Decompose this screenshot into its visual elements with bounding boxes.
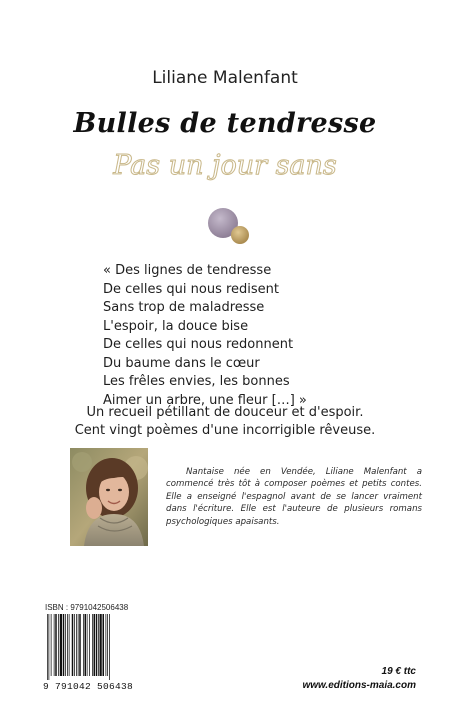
barcode-bar	[85, 614, 87, 676]
barcode-bar	[87, 614, 88, 676]
publisher-website: www.editions-maia.com	[302, 680, 416, 691]
barcode-bar	[78, 614, 79, 676]
barcode-bar	[63, 614, 65, 676]
barcode-bar	[54, 614, 55, 676]
barcode-bar	[83, 614, 84, 676]
barcode-bar	[96, 614, 98, 676]
barcode-bar	[65, 614, 66, 676]
author-name: Liliane Malenfant	[152, 68, 298, 88]
author-bio: Nantaise née en Vendée, Liliane Malenfant a commencé très tôt à composer poèmes et petits contes. Elle a enseigné l'espagnol avant de se lancer vraiment dans l'écriture. Elle est l'auteure de plusieurs romans psychologiques apaisants.	[166, 467, 422, 527]
tagline-line: Un recueil pétillant de douceur et d'espoir.	[86, 405, 364, 420]
barcode-bar	[49, 614, 50, 680]
poem-excerpt	[103, 262, 403, 410]
poem-line: De celles qui nous redonnent	[103, 337, 294, 352]
barcode-bar	[79, 614, 81, 676]
barcode-bar	[55, 614, 57, 676]
book-title: Bulles de tendresse	[73, 108, 377, 139]
barcode-bar	[58, 614, 59, 676]
barcode-bar	[72, 614, 74, 676]
barcode-bar	[47, 614, 48, 680]
barcode-bar	[100, 614, 102, 676]
barcode-bar	[92, 614, 93, 676]
barcode-bar	[89, 614, 90, 676]
poem-line: Les frêles envies, les bonnes	[103, 374, 290, 389]
barcode-bar	[103, 614, 105, 676]
barcode-bar	[107, 614, 108, 676]
price: 19 € ttc	[381, 666, 416, 677]
barcode-bar	[69, 614, 70, 676]
barcode-bar	[60, 614, 62, 676]
bubbles-icon	[206, 206, 252, 248]
author-photo	[70, 448, 148, 546]
poem-line: De celles qui nous redisent	[103, 281, 280, 297]
barcode-bar	[76, 614, 77, 676]
book-subtitle: Pas un jour sans	[113, 150, 337, 181]
barcode-bar	[67, 614, 68, 676]
barcode-bar	[51, 614, 52, 676]
isbn-label: ISBN : 9791042506438	[45, 603, 129, 612]
barcode-bar	[94, 614, 96, 676]
poem-line: Du baume dans le cœur	[103, 355, 260, 371]
barcode-bar	[74, 614, 75, 676]
barcode	[43, 614, 135, 680]
tagline-line: Cent vingt poèmes d'une incorrigible rêveuse.	[74, 423, 376, 438]
tagline	[0, 404, 450, 440]
poem-line: Sans trop de maladresse	[103, 300, 265, 315]
barcode-bar	[109, 614, 110, 680]
barcode-digits: 9 791042 506438	[43, 681, 134, 692]
poem-line: L'espoir, la douce bise	[103, 318, 249, 334]
poem-line: Aimer un arbre, une fleur […] »	[103, 392, 307, 408]
barcode-bar	[106, 614, 107, 676]
barcode-bar	[98, 614, 99, 676]
poem-line: « Des lignes de tendresse	[103, 263, 272, 278]
